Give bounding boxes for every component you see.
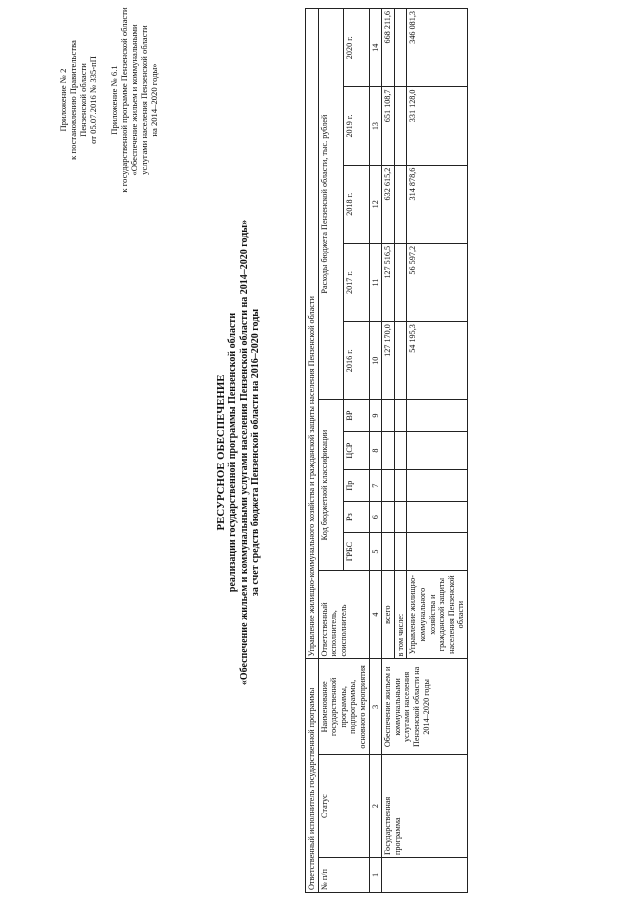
column-number: 6	[369, 501, 382, 533]
header-pr: Пр	[344, 470, 369, 502]
header-rz: Рз	[344, 501, 369, 533]
column-number: 4	[369, 570, 382, 659]
appendix-line: к постановлению Правительства	[68, 40, 78, 160]
appendix-line: на 2014–2020 годы»	[149, 63, 159, 137]
table-row	[382, 9, 395, 893]
column-number: 14	[369, 9, 382, 87]
row-status: Государственная программа	[382, 755, 468, 858]
header-code: Код бюджетной классификации	[318, 400, 343, 570]
document-title	[215, 0, 262, 905]
header-expenses: Расходы бюджета Пензенской области, тыс. рублей	[318, 9, 343, 400]
header-year: 2020 г.	[344, 9, 369, 87]
responsible-label: Ответственный исполнитель государственной программы	[306, 659, 319, 893]
header-row	[318, 9, 343, 893]
row-value	[394, 322, 407, 400]
row-value: 54 195,3	[407, 322, 468, 400]
row-value	[394, 87, 407, 165]
row-value: 651 108,7	[382, 87, 395, 165]
title-sub: за счет средств бюджета Пензенской области на 2016–2020 годы	[250, 308, 261, 597]
column-number: 7	[369, 470, 382, 502]
row-value: 632 615,2	[382, 165, 395, 243]
appendix-date: от 05.07.2016 № 335-пП	[88, 56, 98, 144]
row-executor: в том числе:	[394, 570, 407, 659]
column-number: 12	[369, 165, 382, 243]
column-number: 9	[369, 400, 382, 432]
responsible-value: Управление жилищно-коммунального хозяйства и гражданской защиты населения Пензенской области	[306, 9, 319, 659]
column-number: 13	[369, 87, 382, 165]
column-number: 3	[369, 659, 382, 755]
resource-table	[305, 8, 468, 893]
row-value: 56 597,2	[407, 243, 468, 321]
row-executor: всего	[382, 570, 395, 659]
header-year: 2018 г.	[344, 165, 369, 243]
header-year: 2016 г.	[344, 322, 369, 400]
row-value: 668 211,6	[382, 9, 395, 87]
header-name: Наименование государственной программы, подпрограммы, основного мероприятия	[318, 659, 369, 755]
row-name: Обеспечение жильем и коммунальными услугами населения Пензенской области на 2014–2020 годы	[382, 659, 468, 755]
column-number: 10	[369, 322, 382, 400]
appendix-line: услугами населения Пензенской области	[139, 25, 149, 175]
row-value	[394, 243, 407, 321]
header-year: 2019 г.	[344, 87, 369, 165]
row-value	[394, 165, 407, 243]
row-value: 314 878,6	[407, 165, 468, 243]
header-year: 2017 г.	[344, 243, 369, 321]
column-number: 2	[369, 755, 382, 858]
column-number: 5	[369, 533, 382, 570]
appendix-line: Пензенской области	[78, 63, 88, 137]
appendix-number: Приложение № 6.1	[109, 65, 119, 135]
header-executor: Ответственный исполнитель, соисполнитель	[318, 570, 369, 659]
appendix-header	[58, 0, 159, 205]
header-grbs: ГРБС	[344, 533, 369, 570]
header-csr: ЦСР	[344, 431, 369, 470]
title-sub: «Обеспечение жильем и коммунальными услугами населения Пензенской области на 2014–2020 годы»	[238, 219, 250, 686]
header-vr: ВР	[344, 400, 369, 432]
row-number	[382, 857, 468, 892]
row-value: 127 516,5	[382, 243, 395, 321]
column-number: 8	[369, 431, 382, 470]
column-number: 11	[369, 243, 382, 321]
title-main: РЕСУРСНОЕ ОБЕСПЕЧЕНИЕ	[215, 374, 227, 531]
row-value: 127 170,0	[382, 322, 395, 400]
column-number-row	[369, 9, 382, 893]
row-value: 346 081,3	[407, 9, 468, 87]
row-executor: Управление жилищно-коммунального хозяйства и гражданской защиты населения Пензенской области	[407, 570, 468, 659]
column-number: 1	[369, 857, 382, 892]
row-value: 331 128,0	[407, 87, 468, 165]
appendix-line: «Обеспечение жильем и коммунальными	[129, 24, 139, 176]
header-status: Статус	[318, 755, 369, 858]
appendix-number: Приложение № 2	[58, 68, 68, 132]
appendix-line: к государственной программе Пензенской области	[119, 7, 129, 193]
header-num: № п/п	[318, 857, 369, 892]
row-value	[394, 9, 407, 87]
title-sub: реализации государственной программы Пензенской области	[227, 312, 238, 593]
responsible-row	[306, 9, 319, 893]
